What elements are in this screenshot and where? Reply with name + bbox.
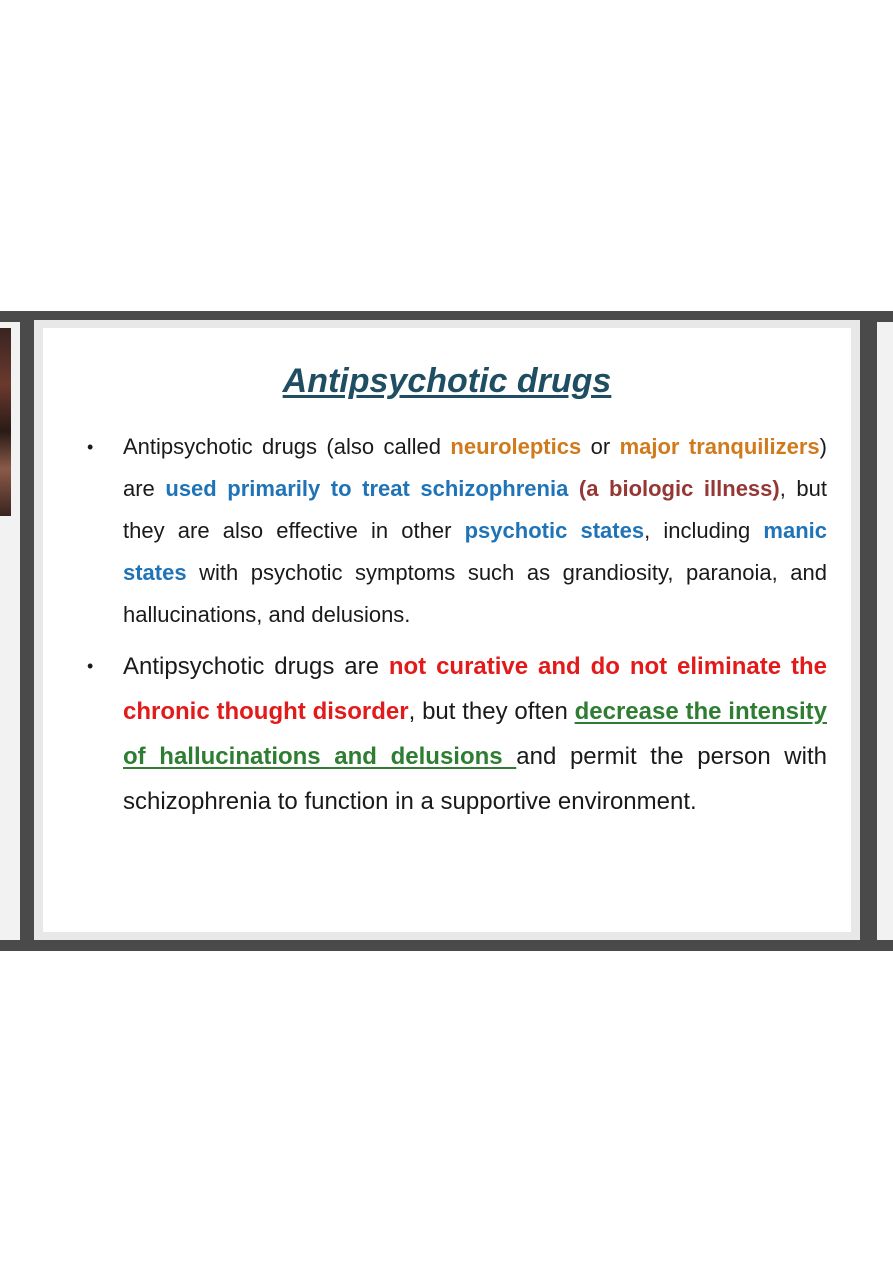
previous-slide-thumbnail[interactable] <box>0 322 20 940</box>
highlight-major-tranquilizers: major tranquilizers <box>619 434 820 459</box>
bullet-item <box>87 426 827 636</box>
highlight-psychotic-states: psychotic states <box>464 518 645 543</box>
bullet-list <box>87 426 827 824</box>
bullet-item <box>87 644 827 824</box>
text-segment: , including <box>644 518 764 543</box>
slide-title: Antipsychotic drugs <box>282 362 612 400</box>
text-segment: Antipsychotic drugs (also called <box>123 434 451 459</box>
highlight-biologic-illness: (a biologic illness) <box>578 476 780 501</box>
highlight-decrease-intensity: decrease the intensity <box>574 698 827 725</box>
highlight-not-curative: not curative and do not eliminate the chronic thought disorder <box>123 653 827 725</box>
current-slide <box>34 320 860 940</box>
highlight-manic-states: manic states <box>123 518 827 585</box>
next-slide-thumbnail[interactable] <box>877 322 893 940</box>
text-segment: , but they often <box>408 698 575 725</box>
bullet-dot: • <box>87 437 94 457</box>
text-segment: Antipsychotic drugs are <box>123 653 389 680</box>
text-segment: or <box>581 434 620 459</box>
text-segment: ) are <box>123 434 827 501</box>
previous-slide-image <box>0 328 11 516</box>
text-segment: with psychotic symptoms such as grandiosity, paranoia, and hallucinations, and delusions. <box>123 560 827 627</box>
bullet-dot: • <box>87 656 94 676</box>
text-segment <box>568 476 579 501</box>
highlight-neuroleptics: neuroleptics <box>450 434 582 459</box>
text-segment: and permit the person with schizophrenia to function in a supportive environment. <box>123 743 827 815</box>
text-segment: , but they are also effective in other <box>123 476 827 543</box>
highlight-primary-use: used primarily to treat schizophrenia <box>165 476 569 501</box>
slide-content <box>43 328 851 932</box>
highlight-hallucinations-delusions: of hallucinations and delusions <box>123 743 517 770</box>
